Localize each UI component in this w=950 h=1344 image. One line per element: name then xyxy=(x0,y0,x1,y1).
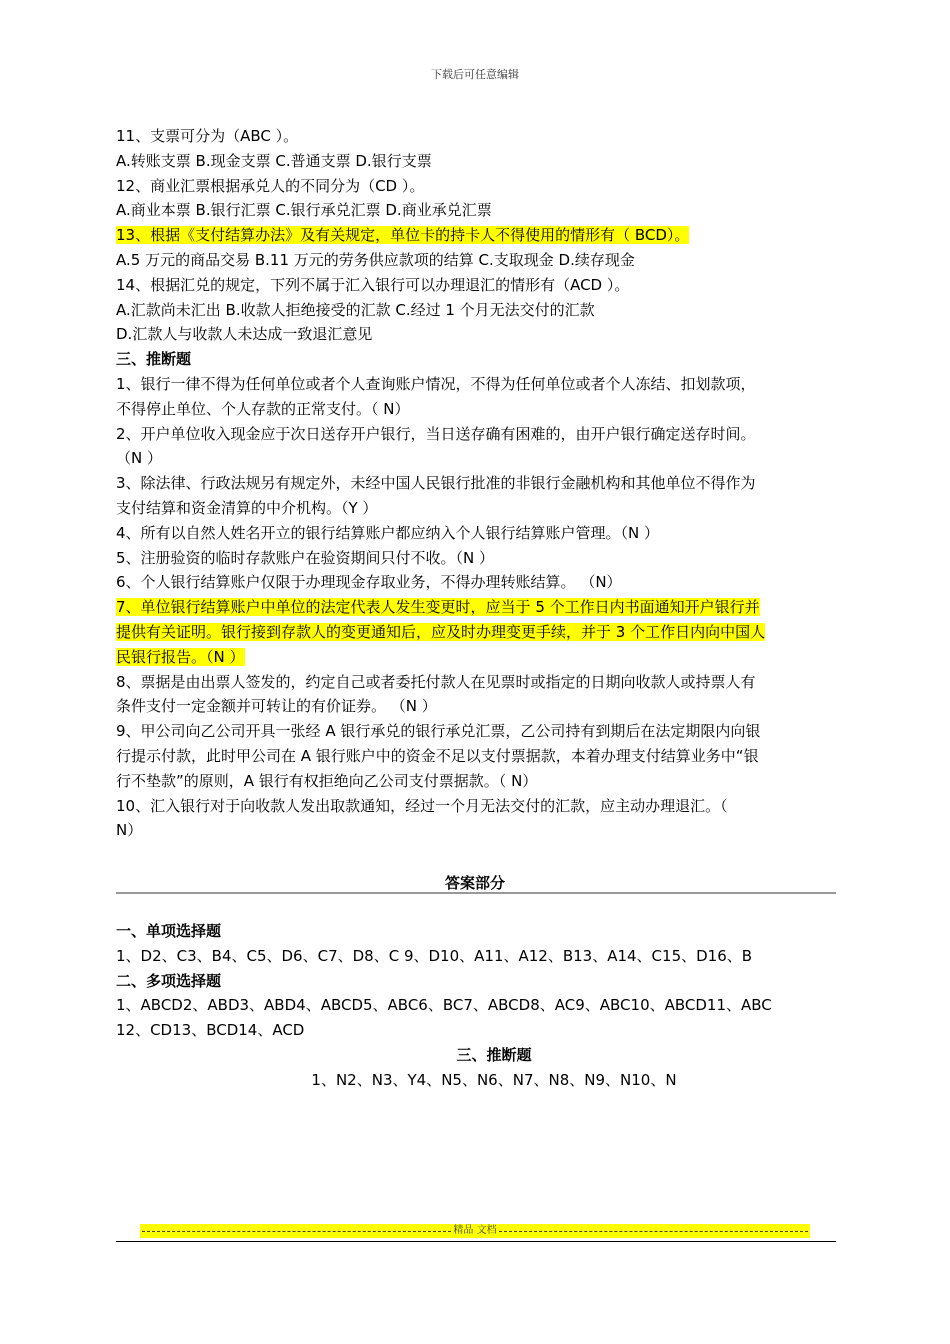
question-14-options-1: A.汇款尚未汇出 B.收款人拒绝接受的汇款 C.经过 1 个月无法交付的汇款 xyxy=(116,300,595,319)
footer-banner xyxy=(140,1224,810,1238)
judgement-heading: 三、推断题 xyxy=(116,350,192,369)
judgement-8-line-1: 8、票据是由出票人签发的，约定自己或者委托付款人在见票时或指定的日期向收款人或持票人有 xyxy=(116,672,756,691)
question-11-options: A.转账支票 B.现金支票 C.普通支票 D.银行支票 xyxy=(116,151,432,170)
judgement-7-line-2-highlighted: 提供有关证明。银行接到存款人的变更通知后，应及时办理变更手续，并于 3 个工作日内向中国人 xyxy=(116,622,766,641)
question-14-options-2: D.汇款人与收款人未达成一致退汇意见 xyxy=(116,325,373,344)
judgement-10-line-1: 10、汇入银行对于向收款人发出取款通知，经过一个月无法交付的汇款，应主动办理退汇。（ xyxy=(116,796,728,815)
page-header: 下载后可任意编辑 xyxy=(431,68,519,81)
judgement-9-line-2: 行提示付款，此时甲公司在 A 银行账户中的资金不足以支付票据款，本着办理支付结算业务中“银 xyxy=(116,746,759,765)
judgement-1-line-2: 不得停止单位、个人存款的正常支付。（ N） xyxy=(116,399,410,418)
answers-section xyxy=(116,919,836,1093)
answers-multi-heading: 二、多项选择题 xyxy=(116,971,222,990)
answers-multi-line-2: 12、CD13、BCD14、ACD xyxy=(116,1021,305,1040)
judgement-7-line-3-highlighted: 民银行报告。（N ） xyxy=(116,647,245,666)
judgement-8-line-2: 条件支付一定金额并可转让的有价证券。 （N ） xyxy=(116,697,437,716)
answers-judge-line: 1、N2、N3、Y4、N5、N6、N7、N8、N9、N10、N xyxy=(311,1070,677,1089)
question-14: 14、根据汇兑的规定，下列不属于汇入银行可以办理退汇的情形有（ACD ）。 xyxy=(116,275,630,294)
judgement-10-line-2: N） xyxy=(116,821,143,840)
footer-rule xyxy=(116,1241,836,1242)
judgement-9-line-1: 9、甲公司向乙公司开具一张经 A 银行承兑的银行承兑汇票，乙公司持有到期后在法定期限内向银 xyxy=(116,722,761,741)
judgement-3-line-1: 3、除法律、行政法规另有规定外，未经中国人民银行批准的非银行金融机构和其他单位不得作为 xyxy=(116,474,756,493)
footer-label: 精品 文档 xyxy=(453,1225,497,1236)
question-13-highlighted: 13、根据《支付结算办法》及有关规定，单位卡的持卡人不得使用的情形有（ BCD）。 xyxy=(116,226,690,245)
footer-dashes-right xyxy=(499,1231,808,1232)
judgement-2-line-1: 2、开户单位收入现金应于次日送存开户银行，当日送存确有困难的，由开户银行确定送存时间。 xyxy=(116,424,756,443)
judgement-5: 5、注册验资的临时存款账户在验资期间只付不收。（N ） xyxy=(116,548,495,567)
judgement-7-line-1-highlighted: 7、单位银行结算账户中单位的法定代表人发生变更时，应当于 5 个工作日内书面通知开户银行并 xyxy=(116,598,760,617)
footer-dashes-left xyxy=(142,1231,451,1232)
questions-section xyxy=(116,124,836,843)
answers-single-heading: 一、单项选择题 xyxy=(116,922,222,940)
answers-multi-line-1: 1、ABCD2、ABD3、ABD4、ABCD5、ABC6、BC7、ABCD8、AC9、ABC10、ABCD11、ABC xyxy=(116,996,772,1015)
judgement-3-line-2: 支付结算和资金清算的中介机构。（Y ） xyxy=(116,498,378,517)
judgement-1-line-1: 1、银行一律不得为任何单位或者个人查询账户情况，不得为任何单位或者个人冻结、扣划款项， xyxy=(116,374,756,393)
question-12-options: A.商业本票 B.银行汇票 C.银行承兑汇票 D.商业承兑汇票 xyxy=(116,201,492,220)
question-13-options: A.5 万元的商品交易 B.11 万元的劳务供应款项的结算 C.支取现金 D.续存现金 xyxy=(116,250,635,269)
answers-title: 答案部分 xyxy=(444,874,505,892)
judgement-4: 4、所有以自然人姓名开立的银行结算账户都应纳入个人银行结算账户管理。（N ） xyxy=(116,523,660,542)
answers-divider xyxy=(116,892,836,894)
answers-single-line: 1、D2、C3、B4、C5、D6、C7、D8、C 9、D10、A11、A12、B13、A14、C15、D16、B xyxy=(116,946,753,965)
question-11: 11、支票可分为（ABC ）。 xyxy=(116,127,299,145)
judgement-2-line-2: （N ） xyxy=(116,449,162,468)
judgement-9-line-3: 行不垫款”的原则，A 银行有权拒绝向乙公司支付票据款。（ N） xyxy=(116,771,538,790)
answers-judge-heading: 三、推断题 xyxy=(456,1045,532,1064)
judgement-6: 6、个人银行结算账户仅限于办理现金存取业务，不得办理转账结算。 （N） xyxy=(116,573,622,592)
question-12: 12、商业汇票根据承兑人的不同分为（CD ）。 xyxy=(116,176,425,195)
